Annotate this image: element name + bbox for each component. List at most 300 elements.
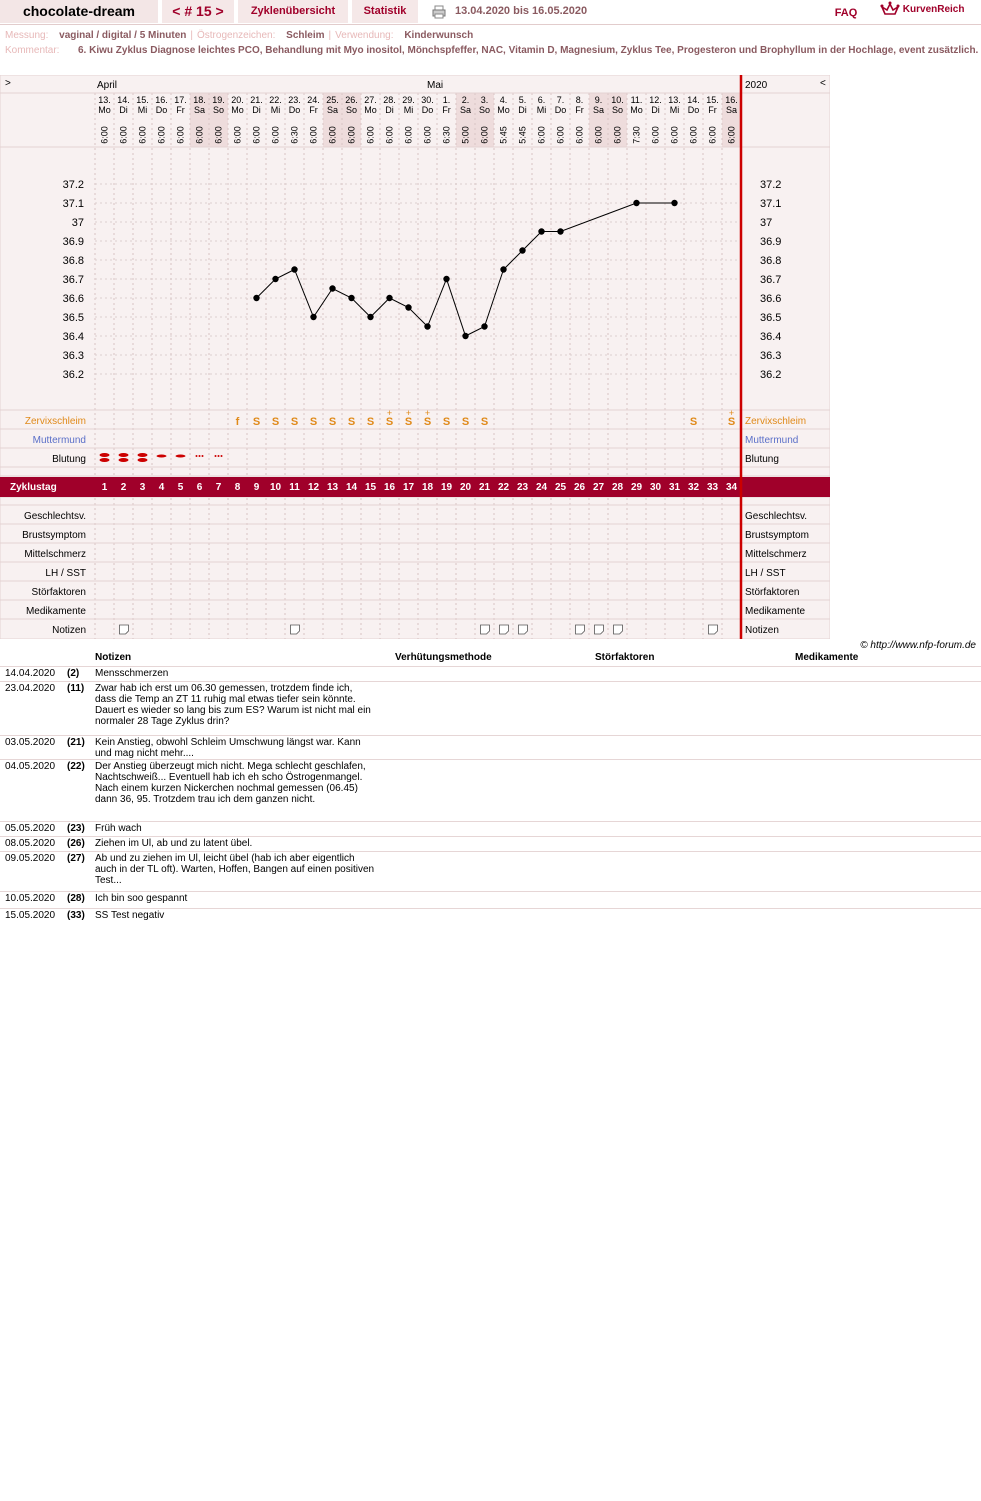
cervix-mark: S [442, 416, 451, 428]
brand-logo[interactable] [880, 1, 964, 21]
cycle-day-number: 30 [649, 482, 662, 493]
cycle-day-number: 4 [158, 482, 165, 493]
measure-time: 5:45 [517, 126, 528, 144]
note-date: 04.05.2020 [5, 761, 56, 772]
measure-time: 6:00 [726, 126, 737, 144]
measure-time: 6:00 [308, 126, 319, 144]
y-tick-label-right: 37.1 [760, 198, 782, 210]
temperature-point[interactable] [481, 323, 487, 329]
row-label-right-medi: Medikamente [745, 606, 806, 617]
note-icon[interactable] [291, 625, 300, 634]
row-divider [0, 891, 981, 892]
cycle-day-number: 10 [269, 482, 282, 493]
crown-icon [880, 1, 900, 17]
cycle-day-number: 11 [289, 482, 300, 493]
note-icon[interactable] [120, 625, 129, 634]
divider [0, 24, 981, 25]
note-date: 05.05.2020 [5, 823, 56, 834]
weekday-label: Mi [137, 105, 148, 115]
note-text: Mensschmerzen [95, 668, 169, 679]
day-number: 15. [706, 95, 719, 105]
weekday-label: Sa [193, 105, 206, 115]
cycle-day-bar-right [741, 477, 830, 497]
temperature-point[interactable] [500, 266, 506, 272]
bleeding-heavy [100, 458, 110, 462]
weekday-label: Di [385, 105, 394, 115]
weekday-label: Mo [231, 105, 244, 115]
row-label-right-cervix: Zervixschleim [745, 416, 807, 427]
day-number: 3. [480, 95, 489, 105]
cervix-mark: S [252, 416, 261, 428]
temperature-point[interactable] [633, 200, 639, 206]
temperature-point[interactable] [538, 228, 544, 234]
day-number: 21. [250, 95, 263, 105]
messung-label: Messung: [5, 30, 49, 41]
measure-time: 6:00 [365, 126, 376, 144]
messung-value: vaginal / digital / 5 Minuten [59, 30, 187, 41]
measure-time: 6:00 [99, 126, 110, 144]
row-label-right-muttermund: Muttermund [745, 435, 799, 446]
row-label-right-blutung: Blutung [745, 454, 779, 465]
day-number: 16. [155, 95, 168, 105]
weekday-label: Di [651, 105, 660, 115]
cervix-mark: f [235, 416, 240, 428]
row-divider [0, 908, 981, 909]
cycle-day-number: 24 [535, 482, 548, 493]
weekday-label: Sa [725, 105, 738, 115]
y-tick-label-right: 36.2 [760, 369, 782, 381]
measure-time: 6:00 [137, 126, 148, 144]
note-cycle-day: (28) [67, 893, 85, 904]
y-tick-label-left: 36.3 [62, 350, 84, 362]
note-cycle-day: (2) [67, 668, 80, 679]
temperature-point[interactable] [424, 323, 430, 329]
cycle-day-number: 5 [177, 482, 184, 493]
cycle-day-number: 6 [196, 482, 203, 493]
day-number: 20. [231, 95, 244, 105]
measure-time: 6:00 [270, 126, 281, 144]
measurement-info: Messung: vaginal / digital / 5 Minuten | Östrogenzeichen: Schleim | Verwendung: Kinderwunsch [5, 30, 474, 41]
day-number: 14. [117, 95, 130, 105]
cervix-mark: S [461, 416, 470, 428]
verwendung-value: Kinderwunsch [404, 30, 474, 41]
day-number: 23. [288, 95, 301, 105]
day-number: 4. [499, 95, 508, 105]
row-divider [0, 681, 981, 682]
measure-time: 6:00 [346, 126, 357, 144]
row-label-lh: LH / SST [45, 568, 86, 579]
measure-time: 6:00 [384, 126, 395, 144]
note-cycle-day: (11) [67, 683, 85, 694]
measure-time: 6:00 [707, 126, 718, 144]
bleeding-heavy [138, 453, 148, 457]
note-row [0, 853, 981, 893]
weekday-label: Fr [309, 105, 318, 115]
cycle-day-number: 3 [139, 482, 146, 493]
y-tick-label-left: 36.5 [62, 312, 84, 324]
username-label: chocolate-dream [0, 0, 158, 23]
y-tick-label-left: 36.8 [62, 255, 84, 267]
bleeding-medium [176, 455, 186, 458]
day-number: 13. [668, 95, 681, 105]
note-icon[interactable] [576, 625, 585, 634]
cycle-day-number: 8 [234, 482, 241, 493]
measure-time: 6:00 [156, 126, 167, 144]
printer-icon[interactable] [432, 5, 446, 19]
weekday-label: Do [288, 105, 301, 115]
y-tick-label-right: 37 [760, 217, 773, 229]
temperature-point[interactable] [310, 314, 316, 320]
bleeding-light [218, 455, 220, 457]
weekday-label: Di [252, 105, 261, 115]
row-divider [0, 851, 981, 852]
kommentar-label: Kommentar: [5, 45, 60, 56]
cycle-navigator[interactable]: < # 15 > [162, 0, 234, 23]
cervix-mark: S [480, 416, 489, 428]
top-navigation-bar [0, 0, 981, 24]
cycle-day-number: 1 [101, 482, 108, 493]
temperature-chart [0, 75, 830, 639]
row-label-right-stoer: Störfaktoren [745, 587, 800, 598]
day-number: 28. [383, 95, 396, 105]
y-tick-label-right: 36.8 [760, 255, 782, 267]
note-cycle-day: (27) [67, 853, 85, 864]
cervix-mark: S [423, 416, 432, 428]
cycle-day-number: 27 [592, 482, 605, 493]
temperature-point[interactable] [519, 247, 525, 253]
cervix-mark: S [385, 416, 394, 428]
row-label-right-mittel: Mittelschmerz [745, 549, 807, 560]
weekday-label: Fr [176, 105, 185, 115]
note-cycle-day: (26) [67, 838, 85, 849]
day-number: 2. [461, 95, 470, 105]
note-cycle-day: (22) [67, 761, 85, 772]
y-tick-label-right: 36.7 [760, 274, 782, 286]
y-tick-label-right: 37.2 [760, 179, 782, 191]
bleeding-light [215, 455, 217, 457]
note-date: 09.05.2020 [5, 853, 56, 864]
note-date: 15.05.2020 [5, 910, 56, 921]
month-label: Mai [427, 80, 444, 91]
temperature-point[interactable] [348, 295, 354, 301]
row-label-right-notizen: Notizen [745, 625, 779, 636]
cycle-day-number: 21 [478, 482, 491, 493]
day-number: 30. [421, 95, 434, 105]
y-tick-label-left: 36.6 [62, 293, 84, 305]
note-text: Ziehen im Ul, ab und zu latent übel. [95, 838, 253, 849]
cycle-day-number: 9 [253, 482, 260, 493]
y-tick-label-right: 36.5 [760, 312, 782, 324]
note-icon[interactable] [709, 625, 718, 634]
cervix-mark: S [290, 416, 299, 428]
weekday-label: So [611, 105, 624, 115]
brand-name: KurvenReich [902, 4, 965, 15]
bleeding-medium [157, 455, 167, 458]
measure-time: 7:30 [631, 126, 642, 144]
y-tick-label-left: 36.4 [62, 331, 84, 343]
row-divider [0, 666, 981, 667]
weekday-label: Sa [326, 105, 339, 115]
cervix-plus-mark: + [728, 408, 735, 418]
row-divider [0, 759, 981, 760]
temperature-point[interactable] [462, 333, 468, 339]
row-label-notizen: Notizen [52, 625, 86, 636]
temperature-point[interactable] [557, 228, 563, 234]
note-text: Der Anstieg überzeugt mich nicht. Mega schlecht geschlafen, Nachtschweiß... Eventuell hab ich eh scho Östrogenmangel. Nach einem kurzen Nickerchen nochmal gemessen (06.45) dann 36, 95. Trotzdem trau ich dem ganzen nicht. [95, 761, 366, 805]
day-number: 16. [725, 95, 738, 105]
weekday-label: Mi [536, 105, 547, 115]
weekday-label: Fr [708, 105, 717, 115]
measure-time: 6:00 [612, 126, 623, 144]
cycle-day-number: 14 [345, 482, 358, 493]
note-icon[interactable] [614, 625, 623, 634]
cycle-day-number: 26 [573, 482, 586, 493]
measure-time: 5:45 [498, 126, 509, 144]
cycle-day-number: 23 [516, 482, 529, 493]
cycle-day-number: 16 [383, 482, 396, 493]
weekday-label: Mi [403, 105, 414, 115]
y-tick-label-right: 36.6 [760, 293, 782, 305]
note-icon[interactable] [500, 625, 509, 634]
note-row [0, 910, 981, 925]
cervix-mark: S [309, 416, 318, 428]
y-tick-label-right: 36.9 [760, 236, 782, 248]
day-number: 13. [98, 95, 111, 105]
row-label-right-gv: Geschlechtsv. [745, 511, 808, 522]
chart-background [0, 75, 830, 639]
oestrogen-value: Schleim [286, 30, 325, 41]
cervix-plus-mark: + [424, 408, 431, 418]
temperature-point[interactable] [253, 295, 259, 301]
bleeding-light [196, 455, 198, 457]
measure-time: 6:30 [441, 126, 452, 144]
note-icon[interactable] [481, 625, 490, 634]
temperature-point[interactable] [443, 276, 449, 282]
faq-link[interactable]: FAQ [834, 7, 858, 19]
col-header-medikamente: Medikamente [795, 652, 859, 663]
measure-time: 6:00 [232, 126, 243, 144]
kommentar-text: 6. Kiwu Zyklus Diagnose leichtes PCO, Behandlung mit Myo inositol, Mönchspfeffer, NAC, Vitamin D, Magnesium, Zyklus Tee, Progesteron und Brophyllum in der Hochlage, event zusätzlich. [78, 45, 979, 56]
day-number: 15. [136, 95, 149, 105]
day-number: 8. [575, 95, 584, 105]
weekday-label: Sa [459, 105, 472, 115]
cervix-mark: S [347, 416, 356, 428]
chart-nav-next[interactable]: < [820, 78, 826, 89]
cycle-day-number: 20 [459, 482, 472, 493]
row-label-gv: Geschlechtsv. [23, 511, 86, 522]
row-label-stoer: Störfaktoren [31, 587, 86, 598]
day-number: 19. [212, 95, 225, 105]
weekday-label: Do [687, 105, 700, 115]
note-date: 10.05.2020 [5, 893, 56, 904]
measure-time: 6:00 [194, 126, 205, 144]
tab-statistics[interactable]: Statistik [352, 0, 418, 23]
bleeding-heavy [119, 453, 129, 457]
row-label-muttermund: Muttermund [32, 435, 86, 446]
measure-time: 6:00 [479, 126, 490, 144]
measure-time: 6:00 [251, 126, 262, 144]
note-row [0, 683, 981, 737]
measure-time: 6:30 [289, 126, 300, 144]
verwendung-label: Verwendung: [335, 30, 394, 41]
measure-time: 6:00 [688, 126, 699, 144]
cycle-day-number: 34 [725, 482, 738, 493]
row-label-right-lh: LH / SST [745, 568, 786, 579]
note-text: Zwar hab ich erst um 06.30 gemessen, trotzdem finde ich, dass die Temp an ZT 11 ruhig mal etwas tiefer sein könnte. Dauert es wieder so lang bis zum ES? Warum ist nicht mal ein normaler 28 Tage Zyklus drin? [95, 683, 371, 727]
note-cycle-day: (23) [67, 823, 85, 834]
y-tick-label-left: 37.2 [62, 179, 84, 191]
cycle-day-number: 2 [120, 482, 127, 493]
day-number: 12. [649, 95, 662, 105]
measure-time: 6:00 [650, 126, 661, 144]
measure-time: 6:00 [574, 126, 585, 144]
weekday-label: Mo [630, 105, 643, 115]
weekday-label: Do [554, 105, 567, 115]
cycle-day-number: 19 [440, 482, 453, 493]
note-text: Früh wach [95, 823, 142, 834]
cervix-mark: S [271, 416, 280, 428]
oestrogen-label: Östrogenzeichen: [197, 30, 276, 41]
bleeding-heavy [138, 458, 148, 462]
y-tick-label-left: 37.1 [62, 198, 84, 210]
day-number: 29. [402, 95, 415, 105]
weekday-label: Fr [575, 105, 584, 115]
measure-time: 6:00 [118, 126, 129, 144]
weekday-label: Mi [669, 105, 680, 115]
cycle-day-number: 17 [402, 482, 415, 493]
date-range: 13.04.2020 bis 16.05.2020 [455, 5, 588, 17]
measure-time: 6:00 [555, 126, 566, 144]
day-number: 24. [307, 95, 320, 105]
note-date: 14.04.2020 [5, 668, 56, 679]
row-label-cervix: Zervixschleim [24, 416, 86, 427]
cycle-day-number: 7 [215, 482, 222, 493]
day-number: 7. [556, 95, 565, 105]
cycle-day-number: 32 [687, 482, 700, 493]
day-number: 11. [630, 95, 643, 105]
year-label: 2020 [745, 80, 768, 91]
row-label-blutung: Blutung [52, 454, 86, 465]
weekday-label: Di [518, 105, 527, 115]
day-number: 22. [269, 95, 282, 105]
bleeding-heavy [119, 458, 129, 462]
measure-time: 6:00 [175, 126, 186, 144]
measure-time: 6:00 [403, 126, 414, 144]
cycle-day-number: 28 [611, 482, 624, 493]
cervix-mark: S [328, 416, 337, 428]
cycle-day-number: 12 [307, 482, 320, 493]
day-number: 10. [611, 95, 624, 105]
weekday-label: So [212, 105, 225, 115]
cycle-day-label: Zyklustag [10, 482, 57, 493]
note-text: Ab und zu ziehen im Ul, leicht übel (hab ich aber eigentlich auch in der TL oft). Warten, Hoffen, Bangen auf einen positiven Test... [95, 853, 375, 886]
temperature-point[interactable] [671, 200, 677, 206]
note-cycle-day: (21) [67, 737, 85, 748]
measure-time: 6:00 [213, 126, 224, 144]
col-header-notizen: Notizen [95, 652, 132, 663]
temperature-point[interactable] [405, 304, 411, 310]
cervix-plus-mark: + [405, 408, 412, 418]
note-icon[interactable] [595, 625, 604, 634]
cycle-day-number: 22 [497, 482, 510, 493]
day-number: 26. [345, 95, 358, 105]
day-number: 25. [326, 95, 339, 105]
cycle-day-number: 31 [668, 482, 681, 493]
chart-nav-prev[interactable]: > [5, 78, 11, 89]
bleeding-light [199, 455, 201, 457]
temperature-point[interactable] [272, 276, 278, 282]
temperature-point[interactable] [329, 285, 335, 291]
weekday-label: So [345, 105, 358, 115]
temperature-point[interactable] [367, 314, 373, 320]
bleeding-light [221, 455, 223, 457]
cycle-day-number: 29 [630, 482, 643, 493]
day-number: 18. [193, 95, 206, 105]
cycle-day-number: 18 [421, 482, 434, 493]
note-row [0, 737, 981, 761]
measure-time: 6:00 [536, 126, 547, 144]
day-number: 1. [442, 95, 451, 105]
y-tick-label-left: 36.9 [62, 236, 84, 248]
temperature-point[interactable] [386, 295, 392, 301]
comment-block [5, 45, 981, 56]
weekday-label: So [478, 105, 491, 115]
weekday-label: Fr [442, 105, 451, 115]
note-date: 03.05.2020 [5, 737, 56, 748]
cervix-mark: S [727, 416, 736, 428]
y-tick-label-right: 36.4 [760, 331, 782, 343]
weekday-label: Mo [98, 105, 111, 115]
day-number: 17. [174, 95, 187, 105]
note-date: 08.05.2020 [5, 838, 56, 849]
note-icon[interactable] [519, 625, 528, 634]
note-text: Ich bin soo gespannt [95, 893, 188, 904]
y-tick-label-left: 36.7 [62, 274, 84, 286]
copyright: © http://www.nfp-forum.de [860, 640, 976, 651]
weekday-label: Mi [270, 105, 281, 115]
row-label-brust: Brustsymptom [22, 530, 86, 541]
cycle-day-number: 13 [326, 482, 339, 493]
cervix-plus-mark: + [386, 408, 393, 418]
note-text: Kein Anstieg, obwohl Schleim Umschwung längst war. Kann und mag nicht mehr.... [95, 737, 361, 759]
weekday-label: Mo [364, 105, 377, 115]
measure-time: 6:00 [669, 126, 680, 144]
temperature-point[interactable] [291, 266, 297, 272]
note-text: SS Test negativ [95, 910, 165, 921]
col-header-stoerfaktoren: Störfaktoren [595, 652, 655, 663]
weekday-label: Do [155, 105, 168, 115]
row-divider [0, 735, 981, 736]
note-row [0, 761, 981, 823]
day-number: 5. [518, 95, 527, 105]
col-header-verhuetung: Verhütungsmethode [395, 652, 492, 663]
tab-cycle-overview[interactable]: Zyklenübersicht [238, 0, 348, 23]
weekday-label: Do [421, 105, 434, 115]
y-tick-label-left: 36.2 [62, 369, 84, 381]
measure-time: 5:00 [460, 126, 471, 144]
day-number: 9. [594, 95, 603, 105]
row-label-right-brust: Brustsymptom [745, 530, 809, 541]
note-date: 23.04.2020 [5, 683, 56, 694]
weekday-label: Mo [497, 105, 510, 115]
month-label: April [97, 80, 118, 91]
y-tick-label-left: 37 [71, 217, 84, 229]
day-number: 14. [687, 95, 700, 105]
cervix-mark: S [404, 416, 413, 428]
day-number: 27. [364, 95, 377, 105]
bleeding-light [202, 455, 204, 457]
weekday-label: Di [119, 105, 128, 115]
